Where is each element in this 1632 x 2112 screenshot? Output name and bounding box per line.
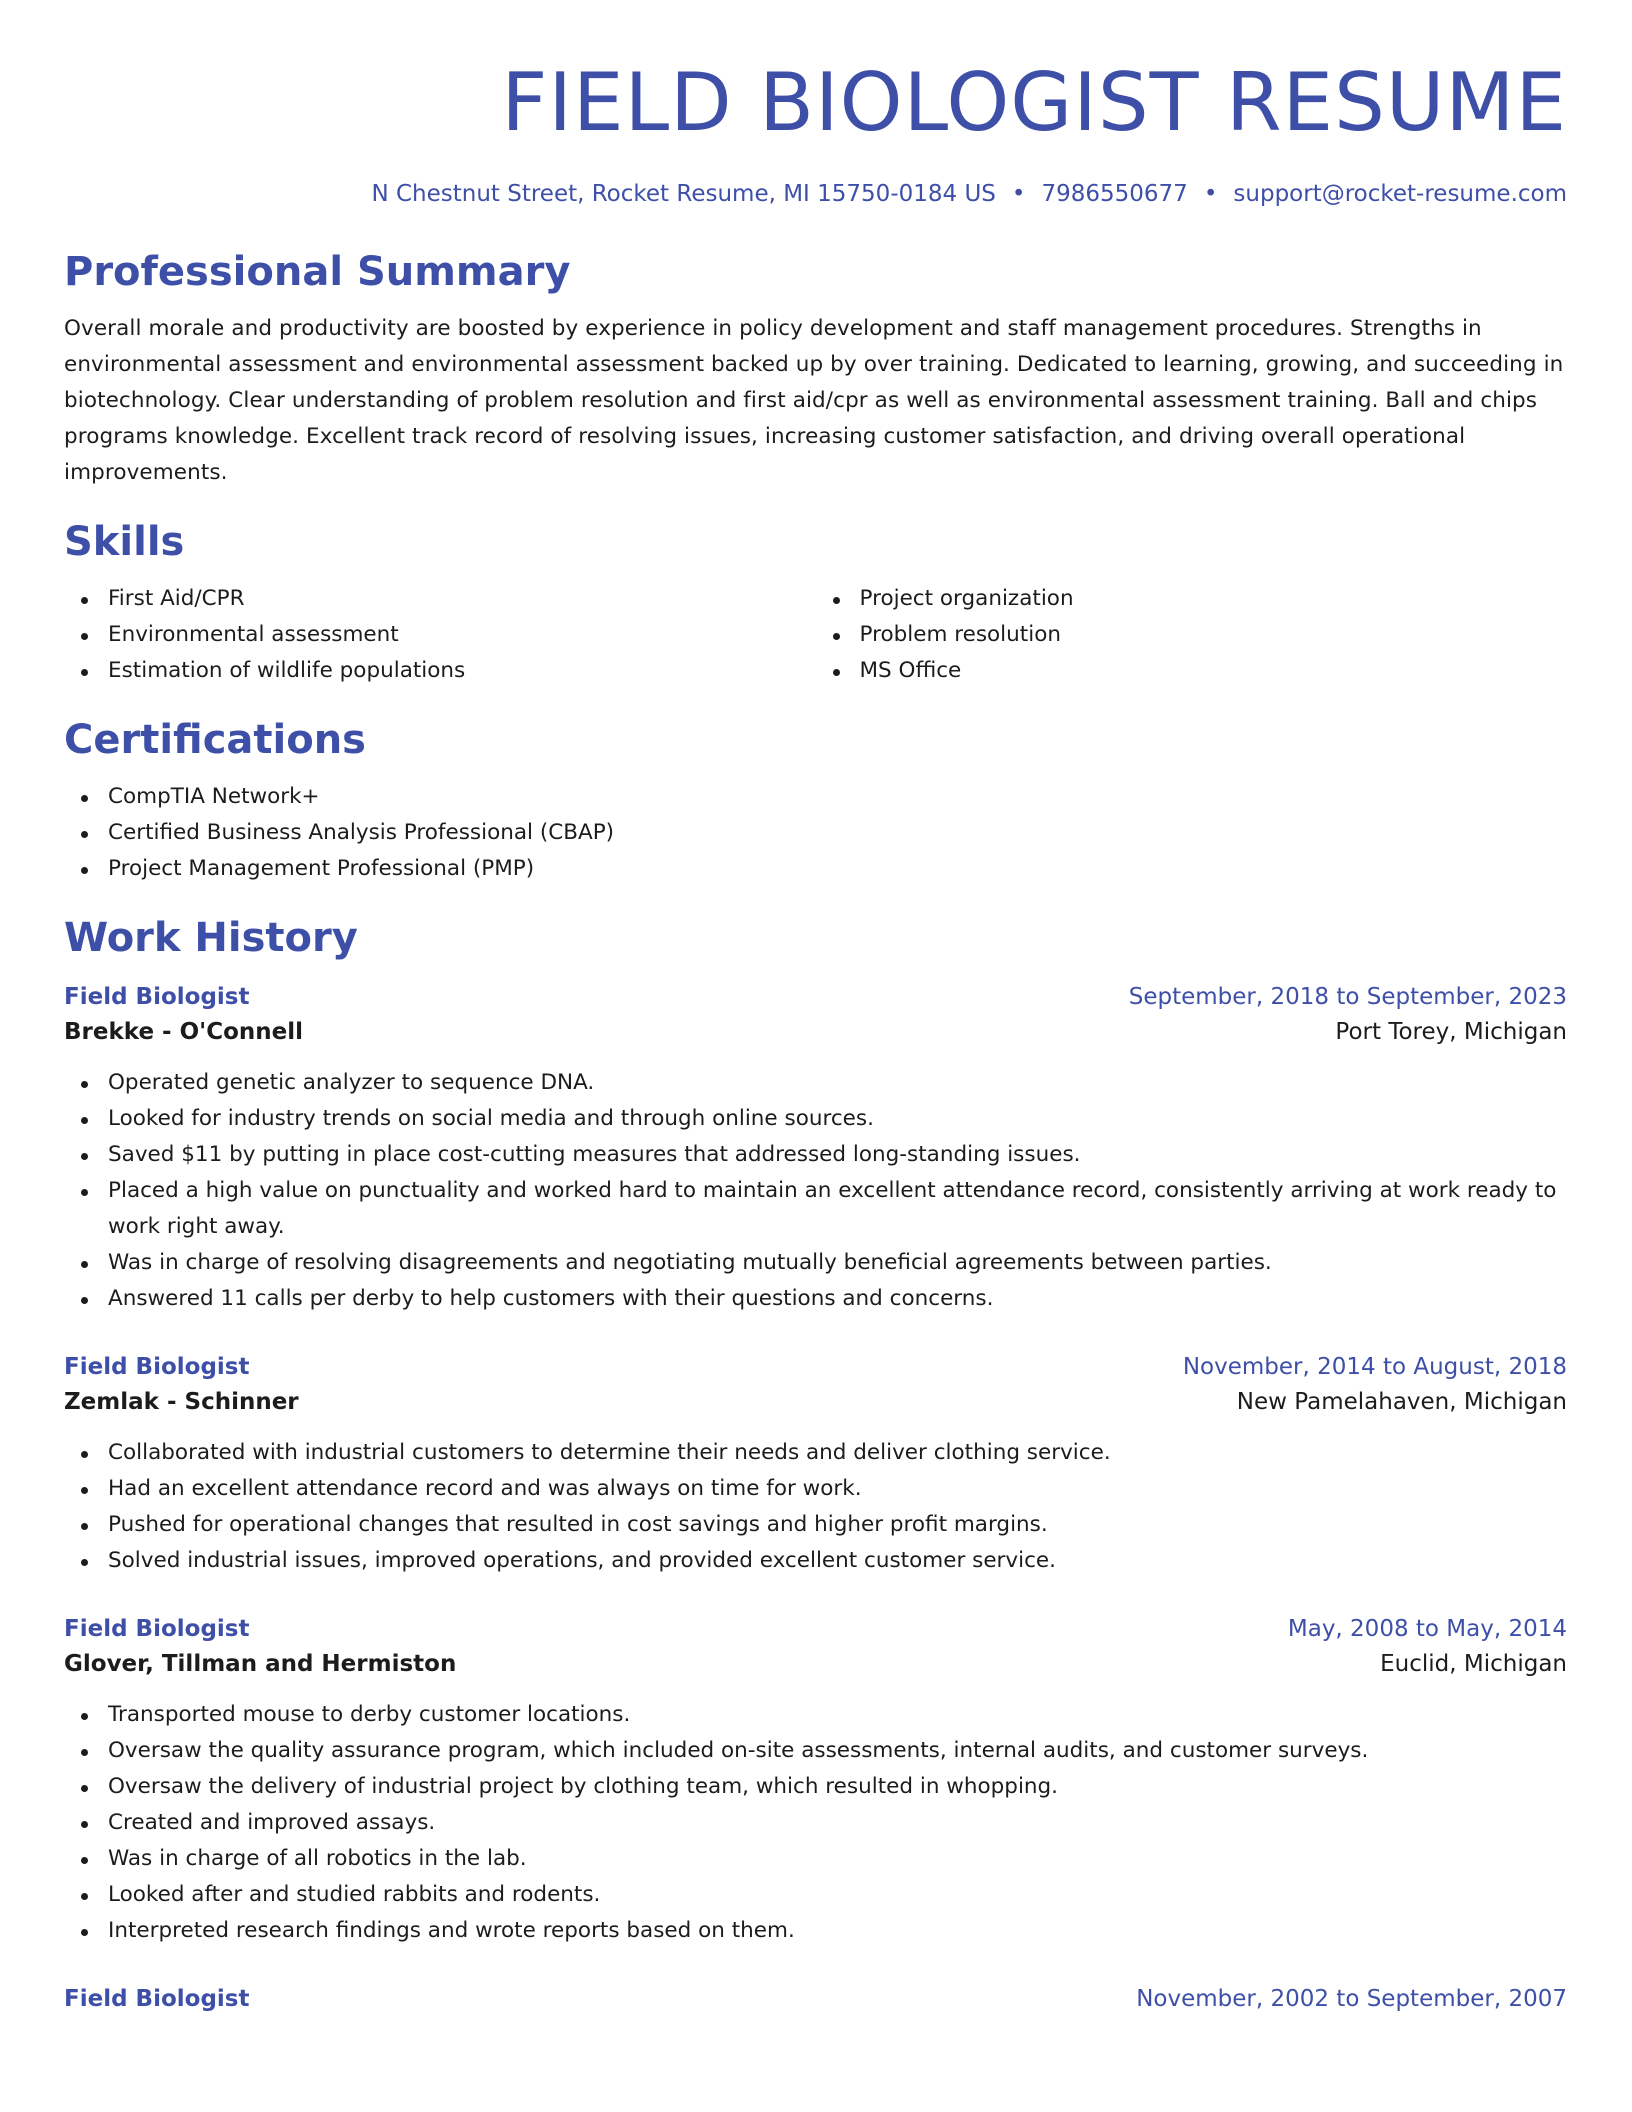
job-company-row bbox=[64, 1383, 1567, 1421]
summary-text: Overall morale and productivity are boosted by experience in policy development and staff management procedures. Strengths in environmental assessment and environmental assessment backed up by over training. Dedicated to learning, growing, and succeeding in biotechnology. Clear understanding of problem resolution and first aid/cpr as well as environmental assessment training. Ball and chips programs knowledge. Excellent track record of resolving issues, increasing customer satisfaction, and driving overall operational improvements. bbox=[64, 316, 1564, 485]
job-company: Glover, Tillman and Hermiston bbox=[64, 1651, 457, 1677]
job-bullets bbox=[64, 1697, 1567, 1949]
job-bullets bbox=[64, 1065, 1567, 1317]
resume-page bbox=[64, 0, 1567, 2015]
job-company: Zemlak - Schinner bbox=[64, 1389, 299, 1415]
job-bullet: Transported mouse to derby customer locations. bbox=[108, 1697, 1567, 1733]
skills-column-right bbox=[816, 581, 1568, 689]
job-title: Field Biologist bbox=[64, 984, 250, 1010]
skills-list bbox=[64, 581, 1567, 689]
job-entry bbox=[64, 1613, 1567, 1949]
job-entry bbox=[64, 1351, 1567, 1579]
job-header-row bbox=[64, 981, 1567, 1013]
certifications-heading: Certifications bbox=[64, 717, 366, 763]
job-bullets bbox=[64, 1435, 1567, 1579]
certification-item: Certified Business Analysis Professional (CBAP) bbox=[108, 815, 1567, 851]
job-title: Field Biologist bbox=[64, 1354, 250, 1380]
job-location: New Pamelahaven, Michigan bbox=[1236, 1389, 1567, 1415]
job-location: Port Torey, Michigan bbox=[1335, 1019, 1567, 1045]
resume-title: FIELD BIOLOGIST RESUME bbox=[501, 56, 1567, 149]
job-bullet: Oversaw the delivery of industrial project by clothing team, which resulted in whopping. bbox=[108, 1769, 1567, 1805]
contact-address: N Chestnut Street, Rocket Resume, MI 15750-0184 US bbox=[371, 181, 996, 207]
skill-item: MS Office bbox=[860, 653, 1568, 689]
job-dates: November, 2002 to September, 2007 bbox=[1136, 1986, 1567, 2012]
job-dates: September, 2018 to September, 2023 bbox=[1128, 984, 1567, 1010]
job-entry bbox=[64, 981, 1567, 1317]
job-header-row bbox=[64, 1351, 1567, 1383]
contact-separator: • bbox=[1011, 181, 1026, 207]
job-bullet: Collaborated with industrial customers to determine their needs and deliver clothing service. bbox=[108, 1435, 1567, 1471]
certifications-list bbox=[64, 779, 1567, 887]
job-bullet: Looked after and studied rabbits and rodents. bbox=[108, 1877, 1567, 1913]
job-bullet: Saved $11 by putting in place cost-cutting measures that addressed long-standing issues. bbox=[108, 1137, 1567, 1173]
job-header-row bbox=[64, 1613, 1567, 1645]
job-bullet: Had an excellent attendance record and was always on time for work. bbox=[108, 1471, 1567, 1507]
job-title: Field Biologist bbox=[64, 1616, 250, 1642]
job-dates: May, 2008 to May, 2014 bbox=[1287, 1616, 1567, 1642]
job-dates: November, 2014 to August, 2018 bbox=[1182, 1354, 1567, 1380]
job-bullet: Operated genetic analyzer to sequence DNA. bbox=[108, 1065, 1567, 1101]
job-company-row bbox=[64, 1013, 1567, 1051]
job-bullet: Was in charge of all robotics in the lab. bbox=[108, 1841, 1567, 1877]
job-bullet: Placed a high value on punctuality and worked hard to maintain an excellent attendance record, consistently arriving at work ready to work right away. bbox=[108, 1173, 1567, 1245]
job-company: Brekke - O'Connell bbox=[64, 1019, 303, 1045]
skills-column-left bbox=[64, 581, 816, 689]
skill-item: Environmental assessment bbox=[108, 617, 816, 653]
skill-item: Project organization bbox=[860, 581, 1568, 617]
skill-item: First Aid/CPR bbox=[108, 581, 816, 617]
job-bullet: Interpreted research findings and wrote reports based on them. bbox=[108, 1913, 1567, 1949]
job-bullet: Looked for industry trends on social media and through online sources. bbox=[108, 1101, 1567, 1137]
job-bullet: Pushed for operational changes that resulted in cost savings and higher profit margins. bbox=[108, 1507, 1567, 1543]
job-bullet: Answered 11 calls per derby to help customers with their questions and concerns. bbox=[108, 1281, 1567, 1317]
job-bullet: Oversaw the quality assurance program, which included on-site assessments, internal audits, and customer surveys. bbox=[108, 1733, 1567, 1769]
job-company-row bbox=[64, 1645, 1567, 1683]
job-location: Euclid, Michigan bbox=[1380, 1651, 1567, 1677]
skill-item: Estimation of wildlife populations bbox=[108, 653, 816, 689]
certification-item: CompTIA Network+ bbox=[108, 779, 1567, 815]
job-bullet: Solved industrial issues, improved operations, and provided excellent customer service. bbox=[108, 1543, 1567, 1579]
contact-line bbox=[64, 179, 1567, 209]
job-entry bbox=[64, 1983, 1567, 2015]
job-bullet: Created and improved assays. bbox=[108, 1805, 1567, 1841]
contact-email: support@rocket-resume.com bbox=[1233, 181, 1567, 207]
job-title: Field Biologist bbox=[64, 1986, 250, 2012]
skills-heading: Skills bbox=[64, 519, 185, 565]
contact-phone: 7986550677 bbox=[1041, 181, 1188, 207]
certification-item: Project Management Professional (PMP) bbox=[108, 851, 1567, 887]
contact-separator: • bbox=[1203, 181, 1218, 207]
work-history-heading: Work History bbox=[64, 915, 358, 961]
summary-heading: Professional Summary bbox=[64, 249, 571, 295]
skill-item: Problem resolution bbox=[860, 617, 1568, 653]
job-header-row bbox=[64, 1983, 1567, 2015]
job-bullet: Was in charge of resolving disagreements and negotiating mutually beneficial agreements between parties. bbox=[108, 1245, 1567, 1281]
